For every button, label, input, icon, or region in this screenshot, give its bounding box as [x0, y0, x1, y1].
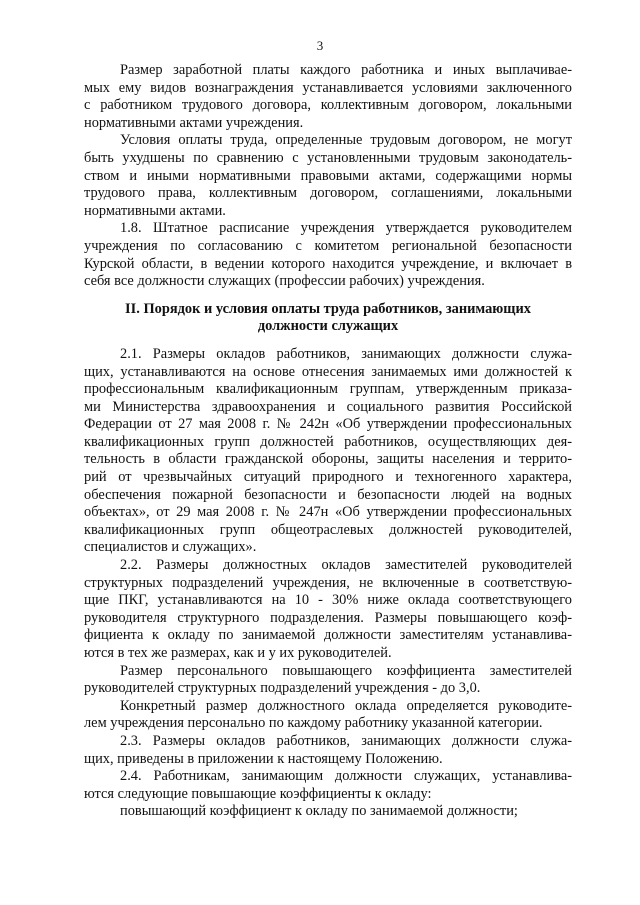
text-line: повышающий коэффициент к окладу по занимаемой должности;: [120, 803, 518, 820]
section-heading: [84, 301, 572, 336]
text-line: Федерации от 27 мая 2008 г. № 242н «Об утверждении профессиональных: [84, 416, 572, 433]
paragraph: [84, 803, 572, 821]
text-line: мых ему видов вознаграждения устанавливается условиями заключенного: [84, 79, 572, 96]
text-line: щих, устанавливаются на основе отнесения занимаемых ими должностей к: [84, 363, 572, 380]
text-line: быть ухудшены по сравнению с установленными трудовым законодатель-: [84, 149, 572, 166]
spacer: [84, 291, 572, 301]
paragraph: [84, 557, 572, 663]
text-line: нормативными актами.: [84, 202, 226, 219]
text-line: ются следующие повышающие коэффициенты к окладу:: [84, 785, 432, 802]
text-line: 2.2. Размеры должностных окладов заместителей руководителей: [120, 557, 572, 574]
text-line: себя все должности служащих (профессии рабочих) учреждения.: [84, 273, 485, 290]
text-line: трудового права, коллективным договором, соглашениями, локальными: [84, 185, 572, 202]
paragraph: [84, 346, 572, 557]
text-line: объектах», от 29 мая 2008 г. № 247н «Об утверждении профессиональных: [84, 504, 572, 521]
text-line: лем учреждения персонально по каждому работнику указанной категории.: [84, 715, 543, 732]
text-line: учреждения по согласованию с комитетом региональной безопасности: [84, 237, 572, 254]
paragraph: [84, 62, 572, 132]
text-line: нормативными актами учреждения.: [84, 114, 304, 131]
text-line: квалификационных групп общеотраслевых должностей руководителей,: [84, 521, 572, 538]
paragraph: [84, 768, 572, 803]
paragraph: [84, 220, 572, 290]
text-line: ством и иными нормативными правовыми актами, содержащими нормы: [84, 167, 572, 184]
text-line: 2.3. Размеры окладов работников, занимающих должности служа-: [120, 732, 572, 749]
text-line: ми Министерства здравоохранения и социального развития Российской: [84, 398, 572, 415]
text-line: квалификационных групп должностей работников, осуществляющих дея-: [84, 433, 572, 450]
text-line: Размер персонального повышающего коэффициента заместителей: [120, 662, 572, 679]
text-line: специалистов и служащих».: [84, 539, 257, 556]
paragraph: [84, 663, 572, 698]
text-line: 2.1. Размеры окладов работников, занимающих должности служа-: [120, 345, 572, 362]
text-line: обеспечения пожарной безопасности и безопасности людей на водных: [84, 486, 572, 503]
text-line: руководителя структурного подразделения. Размеры повышающего коэф-: [84, 609, 572, 626]
text-line: ются в тех же размерах, как и у их руководителей.: [84, 645, 392, 661]
text-line: 2.4. Работникам, занимающим должности служащих, устанавлива-: [120, 768, 572, 785]
heading-line: должности служащих: [257, 318, 399, 335]
paragraph: [84, 698, 572, 733]
text-line: Курской области, в ведении которого находится учреждение, и включает в: [84, 255, 572, 272]
text-line: с работником трудового договора, коллективным договором, локальными: [84, 97, 572, 114]
spacer: [84, 336, 572, 346]
text-line: щих, приведены в приложении к настоящему Положению.: [84, 750, 443, 767]
text-line: тельность в области гражданской обороны, защиты населения и террито-: [84, 451, 572, 468]
text-line: руководителей структурных подразделений учреждения - до 3,0.: [84, 680, 481, 697]
text-line: Условия оплаты труда, определенные трудовым договором, не могут: [120, 132, 572, 149]
paragraph: [84, 733, 572, 768]
text-line: Размер заработной платы каждого работника и иных выплачивае-: [120, 62, 572, 78]
text-line: Конкретный размер должностного оклада определяется руководите-: [120, 697, 572, 714]
text-line: рий от чрезвычайных ситуаций природного и техногенного характера,: [84, 469, 572, 486]
paragraph: [84, 132, 572, 220]
document-body: [84, 62, 572, 821]
text-line: щие ПКГ, устанавливаются на 10 - 30% ниже оклада соответствующего: [84, 592, 572, 609]
heading-line: II. Порядок и условия оплаты труда работников, занимающих: [125, 300, 531, 317]
text-line: фициента к окладу по занимаемой должности заместителям устанавлива-: [84, 627, 572, 644]
page-number: 3: [316, 38, 324, 53]
text-line: 1.8. Штатное расписание учреждения утверждается руководителем: [120, 220, 572, 237]
text-line: профессиональным квалификационным группам, утвержденным приказа-: [84, 381, 572, 398]
text-line: структурных подразделений учреждения, не включенные в соответствую-: [84, 574, 572, 591]
